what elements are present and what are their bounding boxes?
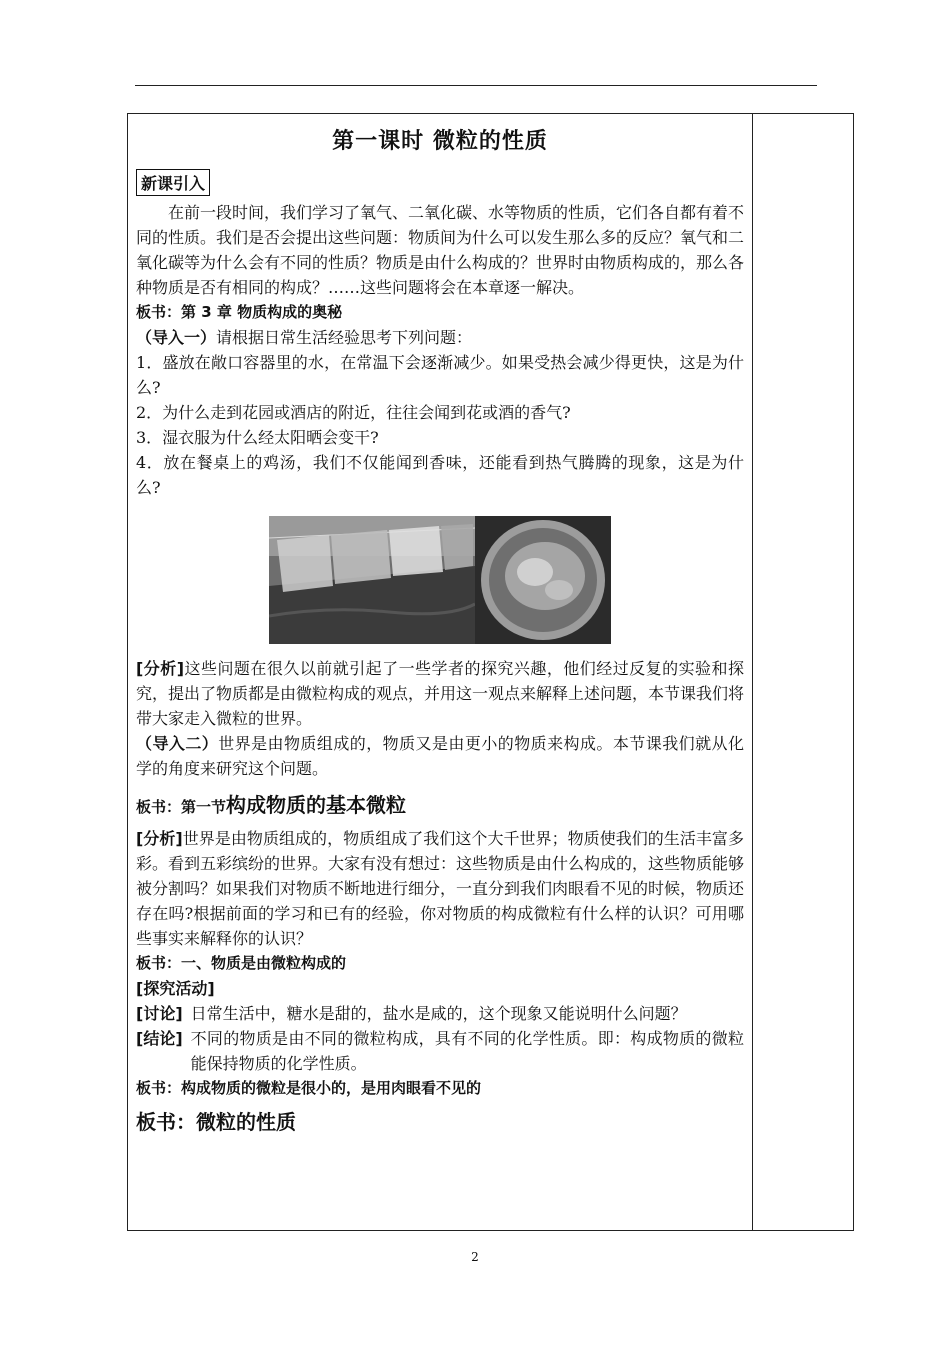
import1-line — [136, 325, 744, 350]
board-chapter: 板书：第 3 章 物质构成的奥秘 — [136, 303, 343, 321]
board-final-heading: 板书：微粒的性质 — [136, 1110, 296, 1134]
board-section-title: 构成物质的基本微粒 — [226, 793, 407, 817]
page-number: 2 — [471, 1250, 479, 1264]
header-rule — [135, 85, 817, 86]
board-section-prefix: 板书：第一节 — [136, 798, 227, 816]
question-item: 1．盛放在敞口容器里的水，在常温下会逐渐减少。如果受热会减少得更快，这是为什么? — [136, 353, 744, 397]
board-point-2: 板书：构成物质的微粒是很小的，是用肉眼看不见的 — [136, 1079, 482, 1097]
laundry-drying-photo — [269, 516, 475, 644]
import2-label: （导入二） — [136, 734, 219, 753]
analysis2-paragraph — [136, 826, 744, 951]
import1-text: 请根据日常生活经验思考下列问题： — [216, 328, 473, 347]
notes-column-divider — [752, 113, 753, 1231]
section-new-lesson-label: 新课引入 — [136, 169, 210, 196]
discussion-item — [136, 1001, 744, 1026]
question-item: 3．湿衣服为什么经太阳晒会变干? — [136, 428, 379, 447]
soup-bowl-photo — [475, 516, 611, 644]
lesson-title: 第一课时 微粒的性质 — [332, 129, 548, 154]
board-section-heading — [136, 793, 744, 820]
question-item: 4．放在餐桌上的鸡汤，我们不仅能闻到香味，还能看到热气腾腾的现象，这是为什么? — [136, 453, 744, 497]
import1-label: （导入一） — [136, 328, 217, 347]
intro-paragraph: 在前一段时间，我们学习了氧气、二氧化碳、水等物质的性质，它们各自都有着不同的性质。我们是否会提出这些问题：物质间为什么可以发生那么多的反应？氧气和二氧化碳等为什么会有不同的性质？物质是由什么构成的？世界时由物质构成的，那么各种物质是否有相同的构成？……这些问题将会在本章逐一解决。 — [136, 203, 745, 297]
conclusion-label: [结论] — [136, 1029, 183, 1048]
analysis2-text: 世界是由物质组成的，物质组成了我们这个大千世界；物质使我们的生活丰富多彩。看到五彩缤纷的世界。大家有没有想过：这些物质是由什么构成的，这些物质能够被分割吗？如果我们对物质不断地进行细分，一直分到我们肉眼看不见的时候，物质还存在吗?根据前面的学习和已有的经验，你对物质的构成微粒有什么样的认识？可用哪些事实来解释你的认识？ — [136, 829, 745, 948]
discussion-text: 日常生活中，糖水是甜的，盐水是咸的，这个现象又能说明什么问题？ — [190, 1004, 687, 1023]
analysis1-text: 这些问题在很久以前就引起了一些学者的探究兴趣，他们经过反复的实验和探究，提出了物质都是由微粒构成的观点，并用这一观点来解释上述问题，本节课我们将带大家走入微粒的世界。 — [136, 659, 745, 728]
analysis1-label: [分析] — [136, 659, 185, 678]
analysis2-label: [分析] — [136, 829, 183, 848]
import2-text: 世界是由物质组成的，物质又是由更小的物质来构成。本节课我们就从化学的角度来研究这个问题。 — [136, 734, 744, 778]
conclusion-item — [136, 1026, 744, 1076]
board-point-1: 板书：一、物质是由微粒构成的 — [136, 954, 347, 972]
explore-activity-label: [探究活动] — [136, 979, 215, 998]
lesson-content — [136, 118, 744, 1137]
import2-paragraph — [136, 731, 744, 781]
question-item: 2．为什么走到花园或酒店的附近，往往会闻到花或酒的香气? — [136, 403, 571, 422]
discussion-label: [讨论] — [136, 1004, 183, 1023]
photo-strip — [136, 516, 744, 644]
analysis1-paragraph — [136, 656, 744, 731]
conclusion-text: 不同的物质是由不同的微粒构成，具有不同的化学性质。即：构成物质的微粒能保持物质的化学性质。 — [190, 1029, 744, 1073]
